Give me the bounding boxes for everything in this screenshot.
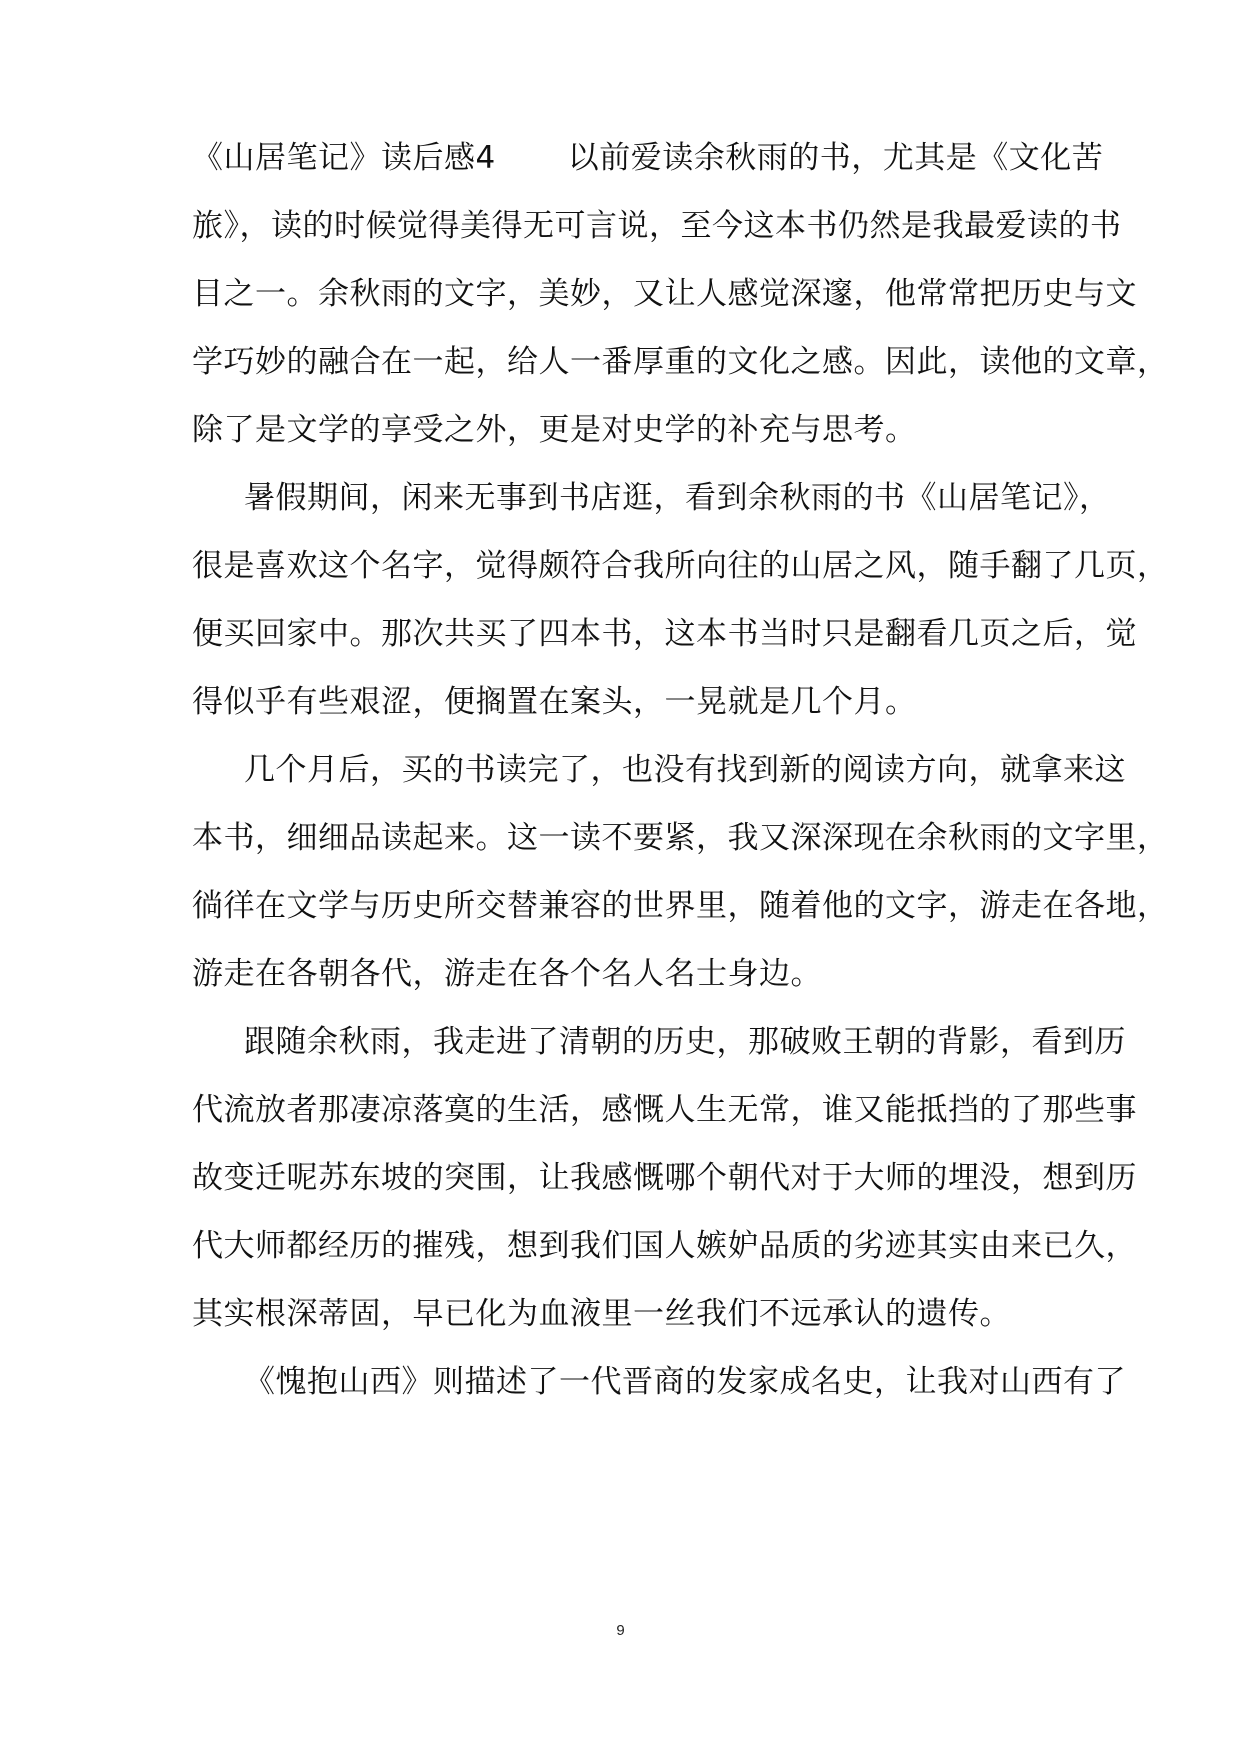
paragraph-1-line-5: 除了是文学的享受之外，更是对史学的补充与思考。 [192, 412, 917, 448]
paragraph-3-line-4: 游走在各朝各代，游走在各个名人名士身边。 [192, 956, 822, 992]
paragraph-2-line-3: 便买回家中。那次共买了四本书，这本书当时只是翻看几页之后，觉 [192, 616, 1137, 652]
paragraph-4-line-1: 跟随余秋雨，我走进了清朝的历史，那破败王朝的背影，看到历 [244, 1024, 1126, 1060]
paragraph-3-line-3: 徜徉在文学与历史所交替兼容的世界里，随着他的文字，游走在各地， [192, 888, 1169, 924]
page-number: 9 [616, 1622, 625, 1639]
paragraph-4-line-5: 其实根深蒂固，早已化为血液里一丝我们不远承认的遗传。 [192, 1296, 1011, 1332]
paragraph-2-line-1: 暑假期间，闲来无事到书店逛，看到余秋雨的书《山居笔记》， [244, 480, 1111, 516]
paragraph-4-line-2: 代流放者那凄凉落寞的生活，感慨人生无常，谁又能抵挡的了那些事 [192, 1092, 1137, 1128]
paragraph-4-line-4: 代大师都经历的摧残，想到我们国人嫉妒品质的劣迹其实由来已久， [192, 1228, 1137, 1264]
paragraph-2-line-4: 得似乎有些艰涩，便搁置在案头，一晃就是几个月。 [192, 684, 917, 720]
essay-title: 《山居笔记》读后感4 [192, 140, 496, 176]
paragraph-text: 以前爱读余秋雨的书，尤其是《文化苦 [567, 140, 1104, 176]
paragraph-2-line-2: 很是喜欢这个名字，觉得颇符合我所向往的山居之风，随手翻了几页， [192, 548, 1169, 584]
paragraph-5-line-1: 《愧抱山西》则描述了一代晋商的发家成名史，让我对山西有了 [244, 1364, 1126, 1400]
paragraph-1-line-4: 学巧妙的融合在一起，给人一番厚重的文化之感。因此，读他的文章， [192, 344, 1169, 380]
paragraph-1-line-2: 旅》，读的时候觉得美得无可言说，至今这本书仍然是我最爱读的书 [192, 208, 1122, 244]
paragraph-4-line-3: 故变迁呢苏东坡的突围，让我感慨哪个朝代对于大师的埋没，想到历 [192, 1160, 1137, 1196]
paragraph-3-line-2: 本书，细细品读起来。这一读不要紧，我又深深现在余秋雨的文字里， [192, 820, 1169, 856]
paragraph-1-line-3: 目之一。余秋雨的文字，美妙，又让人感觉深邃，他常常把历史与文 [192, 276, 1137, 312]
paragraph-3-line-1: 几个月后，买的书读完了，也没有找到新的阅读方向，就拿来这 [244, 752, 1126, 788]
paragraph-1-line-1 [192, 138, 1104, 178]
